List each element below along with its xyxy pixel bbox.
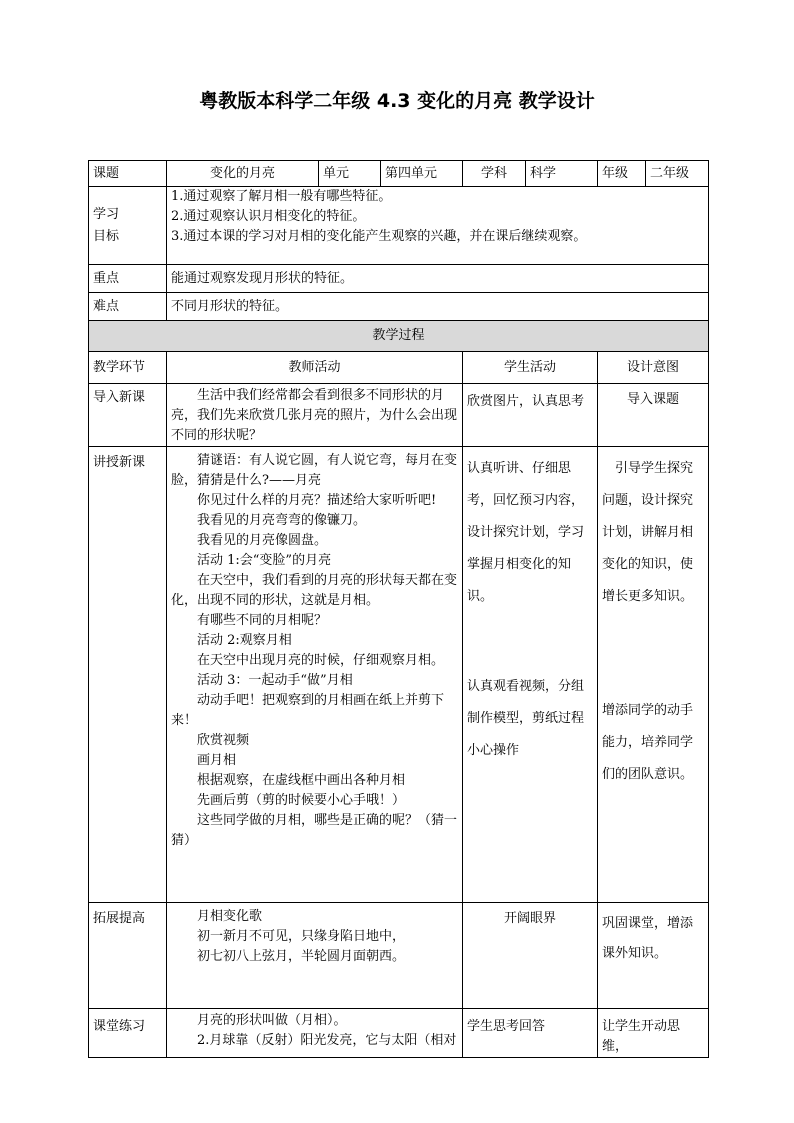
header-row xyxy=(89,161,709,187)
document-title: 粤教版本科学二年级 4.3 变化的月亮 教学设计 xyxy=(199,90,595,112)
label-topic: 课题 xyxy=(89,161,167,187)
practice-intent: 让学生开动思维， xyxy=(598,1009,709,1058)
key-point-text: 能通过观察发现月形状的特征。 xyxy=(167,265,709,293)
intro-student: 欣赏图片，认真思考 xyxy=(463,384,598,447)
goal-item: 3.通过本课的学习对月相的变化能产生观察的兴趣，并在课后继续观察。 xyxy=(171,229,587,244)
goal-item: 2.通过观察认识月相变化的特征。 xyxy=(171,209,366,224)
goals-label: 学习目标 xyxy=(89,187,167,265)
goal-item: 1.通过观察了解月相一般有哪些特征。 xyxy=(171,189,392,204)
col-stage: 教学环节 xyxy=(89,352,167,384)
lesson-plan-table xyxy=(88,160,709,1058)
process-title: 教学过程 xyxy=(89,321,709,352)
grade-value: 二年级 xyxy=(646,161,709,187)
extend-student: 开阔眼界 xyxy=(463,903,598,1009)
difficulty-row xyxy=(89,293,709,321)
teach-student: 认真听讲、仔细思考，回忆预习内容，设计探究计划，学习掌握月相变化的知识。 认真观看视频，分组制作模型，剪纸过程小心操作 xyxy=(463,447,598,903)
practice-row xyxy=(89,1009,709,1058)
extend-row xyxy=(89,903,709,1009)
col-intent: 设计意图 xyxy=(598,352,709,384)
topic-value: 变化的月亮 xyxy=(167,161,319,187)
col-student: 学生活动 xyxy=(463,352,598,384)
intro-teacher: 生活中我们经常都会看到很多不同形状的月亮，我们先来欣赏几张月亮的照片，为什么会出现不同的形状呢？ xyxy=(167,384,463,447)
goals-row xyxy=(89,187,709,265)
label-subject: 学科 xyxy=(463,161,526,187)
label-grade: 年级 xyxy=(598,161,646,187)
label-unit: 单元 xyxy=(319,161,381,187)
subject-value: 科学 xyxy=(526,161,598,187)
difficulty-text: 不同月形状的特征。 xyxy=(167,293,709,321)
intro-intent: 导入课题 xyxy=(598,384,709,447)
difficulty-label: 难点 xyxy=(89,293,167,321)
col-teacher: 教师活动 xyxy=(167,352,463,384)
process-title-row xyxy=(89,321,709,352)
practice-student: 学生思考回答 xyxy=(463,1009,598,1058)
extend-stage: 拓展提高 xyxy=(89,903,167,1009)
intro-stage: 导入新课 xyxy=(89,384,167,447)
teach-teacher: 猜谜语：有人说它圆，有人说它弯，每月在变脸，猜猜是什么?——月亮 你见过什么样的月亮？描述给大家听听吧! 我看见的月亮弯弯的像镰刀。 我看见的月亮像圆盘。 活动 1:会“变脸”的月亮 在天空中，我们看到的月亮的形状每天都在变化，出现不同的形状，这就是月相。 有哪些不同的月相呢？ 活动 2:观察月相 在天空中出现月亮的时候，仔细观察月相。 活动 3：一起动手“做”月相 动动手吧！把观察到的月相画在纸上并剪下来！ 欣赏视频 画月相 根据观察，在虚线框中画出各种月相 先画后剪（剪的时候要小心手哦！） 这些同学做的月相，哪些是正确的呢？（猜一猜） xyxy=(167,447,463,903)
teach-stage: 讲授新课 xyxy=(89,447,167,903)
teach-intent: 引导学生探究问题，设计探究计划，讲解月相变化的知识，使增长更多知识。 增添同学的动手能力，培养同学们的团队意识。 xyxy=(598,447,709,903)
key-point-label: 重点 xyxy=(89,265,167,293)
teach-row xyxy=(89,447,709,903)
practice-stage: 课堂练习 xyxy=(89,1009,167,1058)
unit-value: 第四单元 xyxy=(381,161,463,187)
practice-teacher: 月亮的形状叫做（月相）。 2.月球靠（反射）阳光发亮，它与太阳（相对 xyxy=(167,1009,463,1058)
goals-content xyxy=(167,187,709,265)
columns-row xyxy=(89,352,709,384)
intro-row xyxy=(89,384,709,447)
extend-intent: 巩固课堂，增添课外知识。 xyxy=(598,903,709,1009)
extend-teacher: 月相变化歌 初一新月不可见，只缘身陷日地中， 初七初八上弦月，半轮圆月面朝西。 xyxy=(167,903,463,1009)
key-point-row xyxy=(89,265,709,293)
